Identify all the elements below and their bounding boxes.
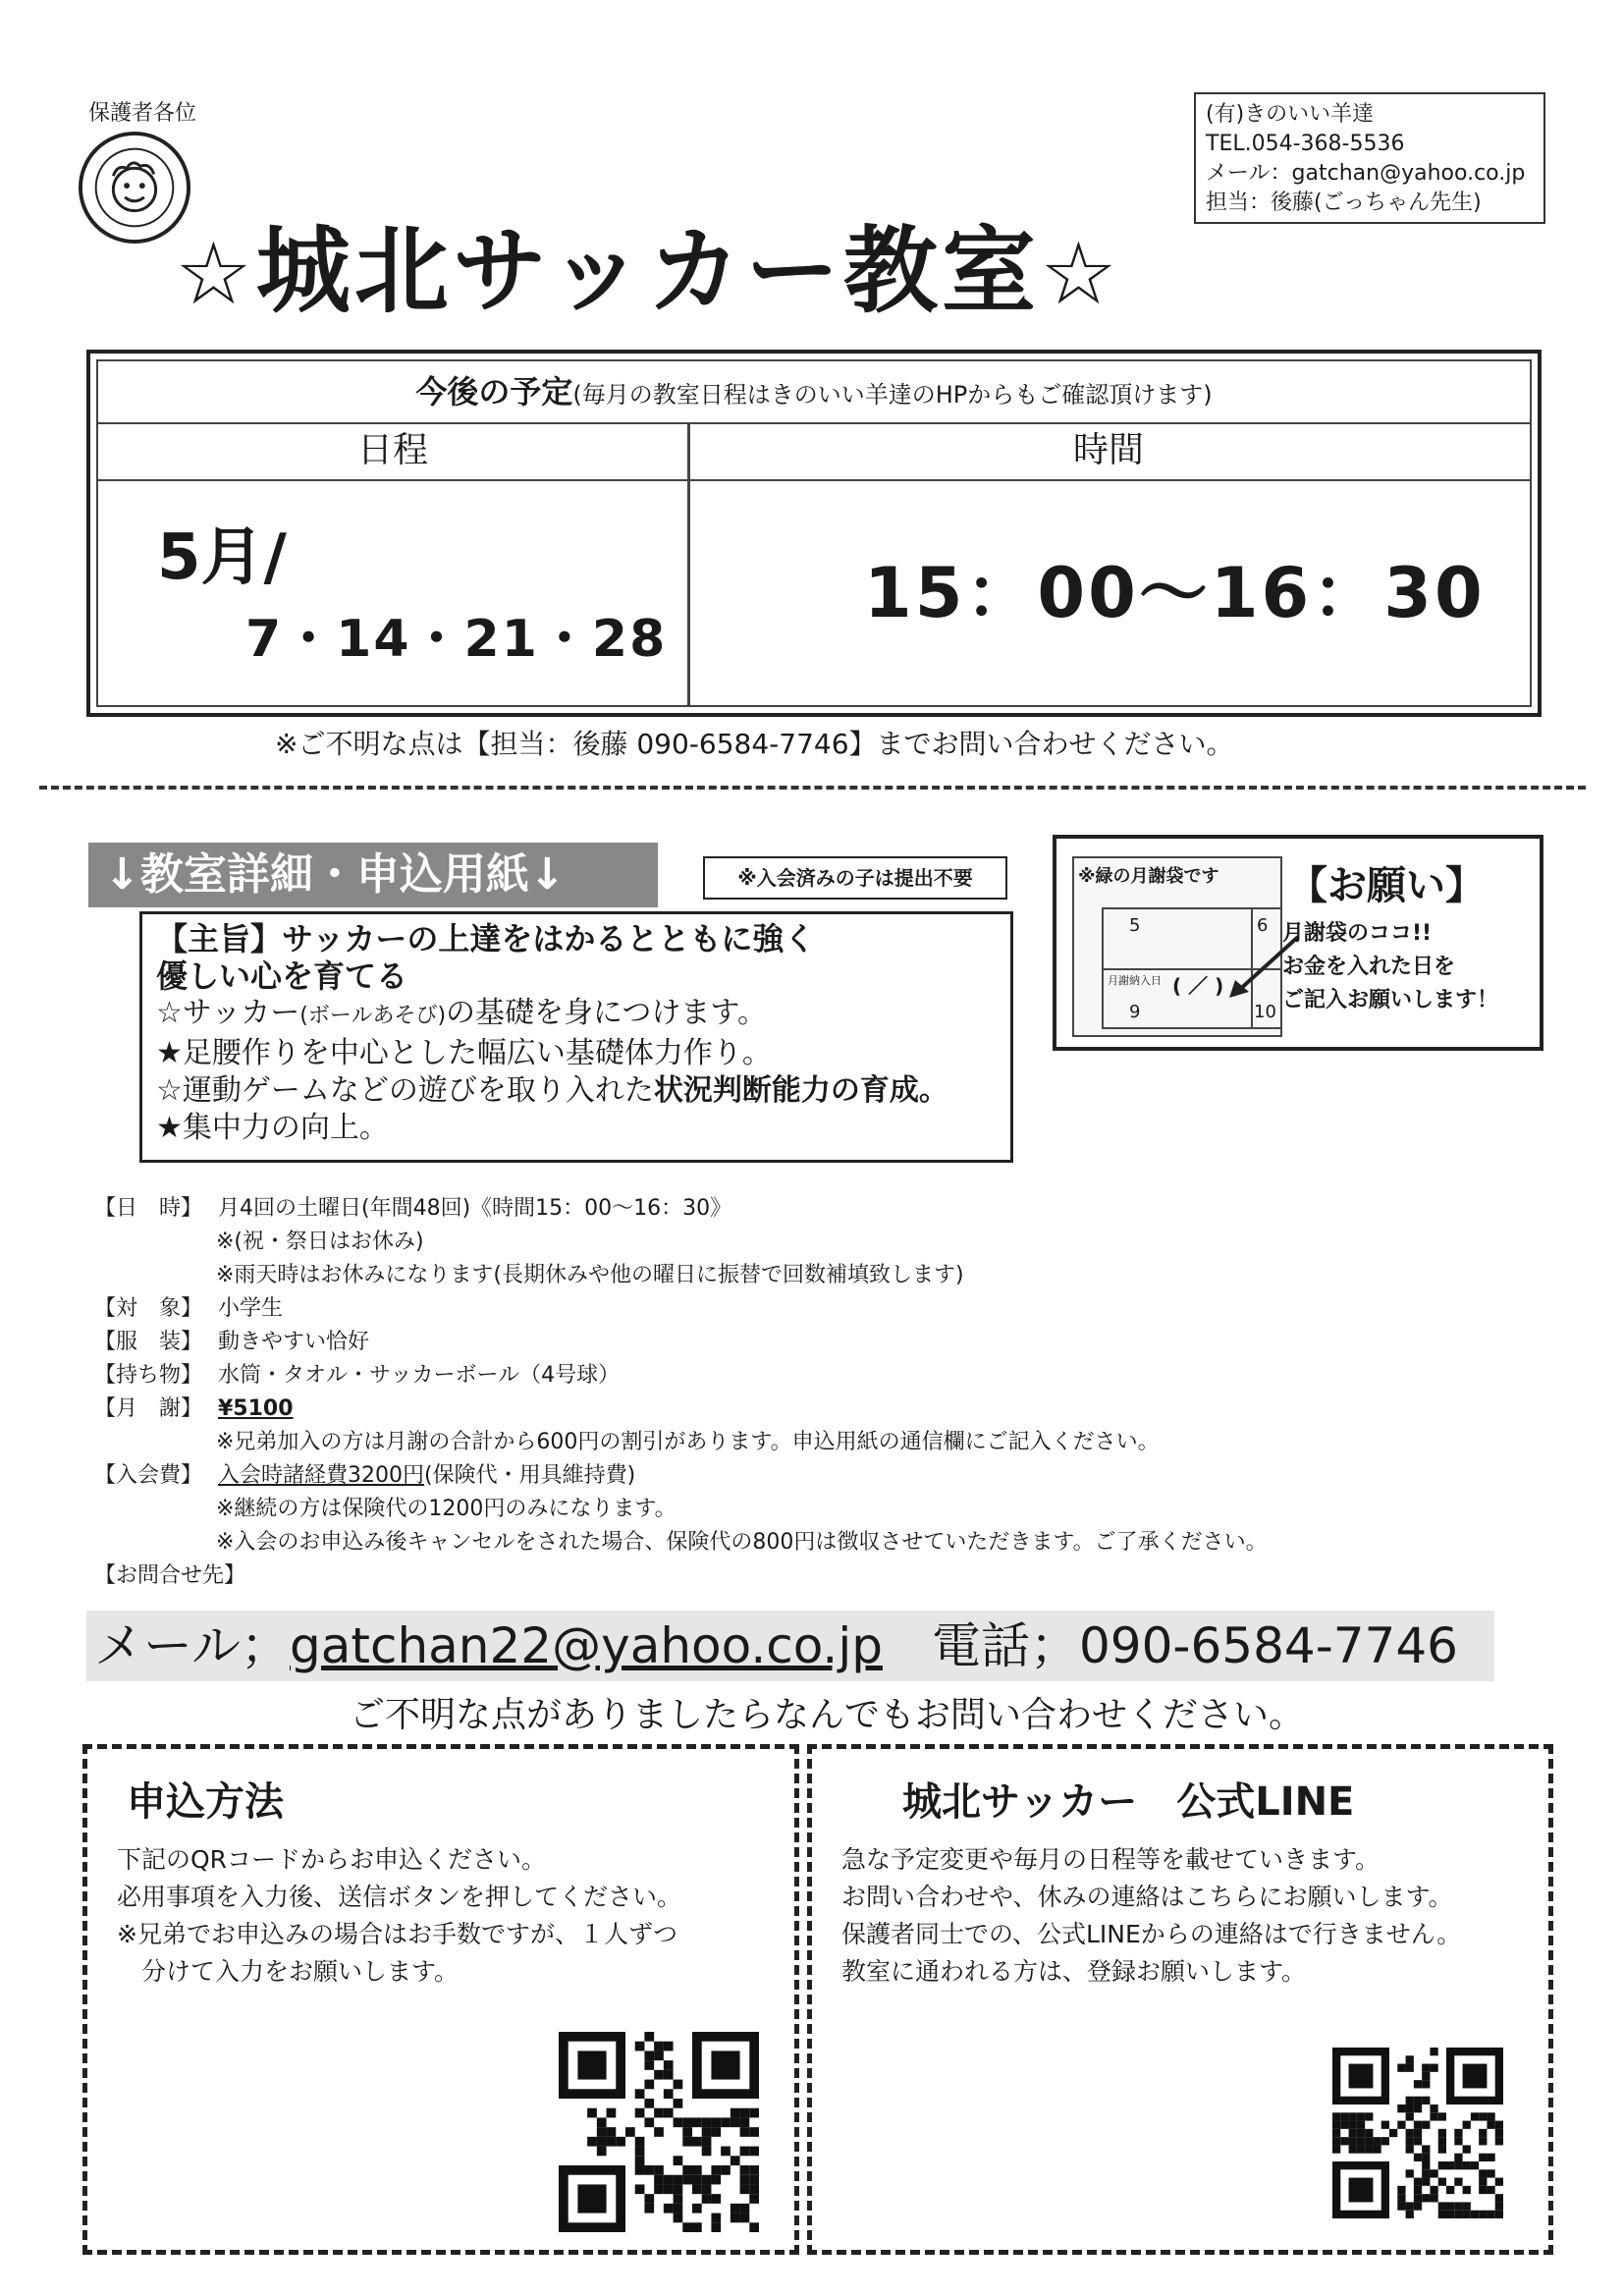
- items-value: 水筒・タオル・サッカーボール（4号球）: [218, 1363, 621, 1388]
- envelope-cell-9: 9: [1129, 1002, 1141, 1022]
- column-time: 時間: [1072, 430, 1144, 470]
- cut-line: [39, 786, 1586, 790]
- envelope-label: ※緑の月謝袋です: [1078, 866, 1219, 887]
- unclear-note: ご不明な点がありましたらなんでもお問い合わせください。: [350, 1695, 1305, 1735]
- apply-line: 下記のQRコードからお申込ください。: [117, 1845, 547, 1874]
- apply-qr-code[interactable]: [559, 2032, 759, 2232]
- entry-value: 入会時諸経費3200円: [218, 1463, 424, 1488]
- request-line: ご記入お願いします！: [1282, 988, 1499, 1012]
- envelope-payment-label: 月謝納入日: [1108, 974, 1162, 987]
- envelope-cell-10: 10: [1254, 1002, 1276, 1022]
- apply-text: [117, 1841, 681, 1991]
- envelope-cell-6: 6: [1257, 915, 1269, 936]
- request-line: 月謝袋のココ!!: [1282, 921, 1433, 946]
- request-text: [1282, 917, 1498, 1017]
- target-value: 小学生: [218, 1296, 284, 1321]
- details-banner: ↓教室詳細・申込用紙↓: [88, 843, 658, 907]
- purpose-line1: 【主旨】サッカーの上達をはかるとともに強く: [156, 920, 816, 957]
- entry-value-note: (保険代・用具維持費): [424, 1463, 636, 1488]
- line-box: [807, 1744, 1553, 2255]
- contact-label: 【お問合せ先】: [94, 1563, 246, 1588]
- phone-link[interactable]: 090-6584-7746: [1078, 1617, 1458, 1674]
- date-label: 【日 時】: [94, 1196, 203, 1221]
- schedule-heading: [98, 361, 1530, 424]
- apply-line: 分けて入力をお願いします。: [117, 1957, 460, 1986]
- date-note: ※(祝・祭日はお休み): [216, 1230, 424, 1254]
- apply-line: ※兄弟でお申込みの場合はお手数ですが、１人ずつ: [117, 1920, 677, 1948]
- apply-title: 申込方法: [127, 1779, 284, 1825]
- schedule-column-headers: [98, 422, 1530, 481]
- column-divider: [687, 422, 690, 705]
- line-qr-code[interactable]: [1332, 2048, 1503, 2218]
- page-title: [175, 196, 1121, 331]
- line-line: お問い合わせや、休みの連絡はこちらにお願いします。: [841, 1883, 1453, 1911]
- company-person: 担当：後藤(ごっちゃん先生): [1206, 191, 1482, 215]
- date-note: ※雨天時はお休みになります(長期休みや他の曜日に振替で回数補填致します): [216, 1263, 964, 1287]
- request-box: [1053, 835, 1543, 1051]
- no-submit-note: ※入会済みの子は提出不要: [703, 856, 1007, 900]
- title-text: 城北サッカー教室: [255, 216, 1040, 326]
- purpose-box: [139, 911, 1013, 1163]
- items-label: 【持ち物】: [94, 1363, 203, 1388]
- entry-note: ※継続の方は保険代の1200円のみになります。: [216, 1497, 677, 1521]
- line-title: 城北サッカー 公式LINE: [902, 1779, 1355, 1825]
- line-line: 教室に通われる方は、登録お願いします。: [841, 1957, 1307, 1986]
- apply-line: 必用事項を入力後、送信ボタンを押してください。: [117, 1883, 682, 1911]
- inquiry-note: ※ご不明な点は【担当：後藤 090-6584-7746】までお問い合わせください。: [275, 728, 1234, 760]
- purpose-item: ☆運動ゲームなどの遊びを取り入れた状況判断能力の育成。: [156, 1073, 948, 1108]
- schedule-time: 15：00〜16：30: [864, 553, 1486, 633]
- date-value: 月4回の土曜日(年間48回)《時間15：00〜16：30》: [218, 1196, 732, 1221]
- fee-note: ※兄弟加入の方は月謝の合計から600円の割引があります。申込用紙の通信欄にご記入ください。: [216, 1430, 1160, 1454]
- company-name: (有)きのいい羊達: [1206, 102, 1375, 127]
- line-text: [841, 1841, 1461, 1991]
- envelope-payment-date: ( ／ ): [1172, 974, 1224, 998]
- entry-note: ※入会のお申込み後キャンセルをされた場合、保険代の800円は徴収させていただきます。ご了承ください。: [216, 1530, 1268, 1555]
- line-line: 保護者同士での、公式LINEからの連絡はで行きません。: [841, 1920, 1462, 1948]
- request-title: 【お願い】: [1288, 863, 1485, 908]
- schedule-heading-bold: 今後の予定: [415, 373, 573, 410]
- company-contact-box: [1194, 92, 1545, 224]
- purpose-item: ☆サッカー(ボールあそび)の基礎を身につけます。: [156, 996, 768, 1030]
- target-label: 【対 象】: [94, 1296, 203, 1321]
- line-line: 急な予定変更や毎月の日程等を載せていきます。: [841, 1845, 1380, 1874]
- request-line: お金を入れた日を: [1282, 955, 1456, 979]
- purpose-item: ★集中力の向上。: [156, 1111, 389, 1145]
- contact-banner: [86, 1611, 1494, 1681]
- purpose-line2: 優しい心を育てる: [156, 957, 408, 995]
- fee-value: ¥5100: [218, 1396, 294, 1421]
- company-mail: メール：gatchan@yahoo.co.jp: [1206, 161, 1526, 186]
- entry-label: 【入会費】: [94, 1463, 203, 1488]
- schedule-days: 7・14・21・28: [245, 610, 668, 669]
- schedule-heading-note: (毎月の教室日程はきのいい羊達のHPからもご確認頂けます): [572, 381, 1213, 409]
- envelope-cell-5: 5: [1129, 915, 1141, 936]
- fee-label: 【月 謝】: [94, 1396, 203, 1421]
- star-left-icon: ☆: [175, 223, 256, 324]
- details-list: [94, 1192, 1268, 1593]
- column-date: 日程: [356, 430, 428, 470]
- clothes-value: 動きやすい恰好: [218, 1330, 370, 1354]
- phone-label: 電話；: [931, 1617, 1079, 1674]
- star-right-icon: ☆: [1039, 223, 1121, 324]
- company-tel: TEL.054-368-5536: [1206, 132, 1405, 156]
- addressee: 保護者各位: [88, 101, 197, 126]
- clothes-label: 【服 装】: [94, 1330, 203, 1354]
- apply-box: [82, 1744, 799, 2255]
- mail-label: メール；: [94, 1617, 290, 1674]
- schedule-month: 5月/: [157, 521, 287, 594]
- purpose-item: ★足腰作りを中心とした幅広い基礎体力作り。: [156, 1036, 772, 1070]
- schedule-table: [86, 350, 1542, 717]
- mail-link[interactable]: gatchan22@yahoo.co.jp: [290, 1617, 883, 1674]
